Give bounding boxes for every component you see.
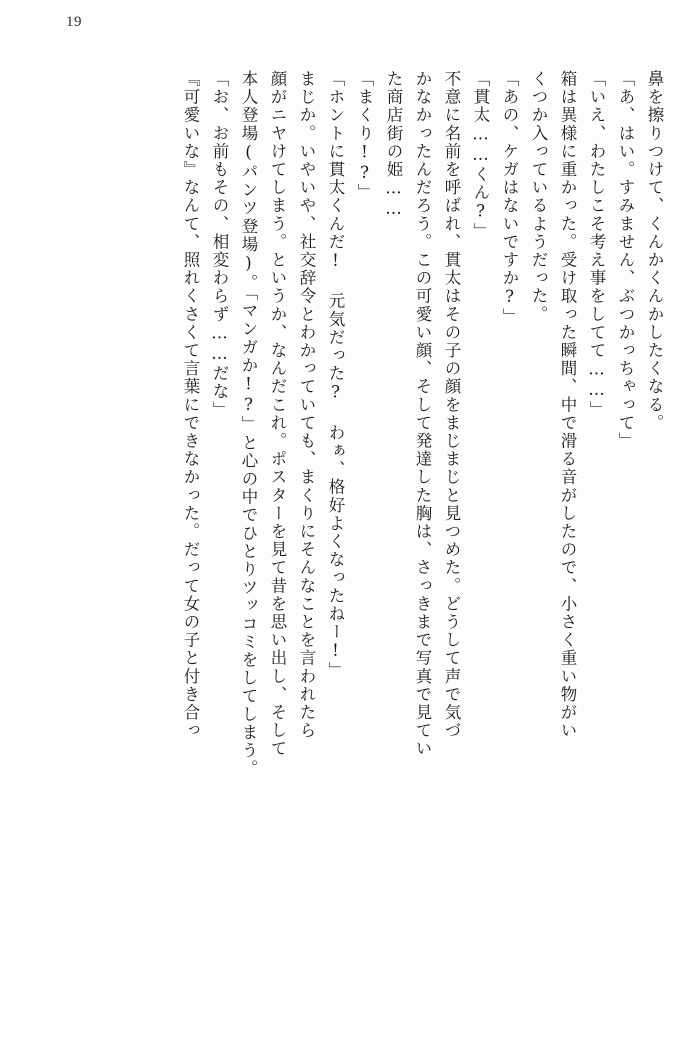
- text-line: まじか。いやいや、社交辞令とわかっていても、まくりにそんなことを言われたら: [297, 70, 316, 740]
- text-line: 「貫太……くん?」: [471, 70, 490, 241]
- text-line: 「あ、はい。すみません、ぶつかっちゃって」: [616, 70, 635, 451]
- text-line: た商店街の姫……: [384, 70, 403, 220]
- text-line: かなかったんだろう。この可愛い顔、そして発達した胸は、さっきまで写真で見てい: [413, 70, 432, 758]
- text-line: 「お、お前もその、相変わらず……だな」: [210, 70, 229, 419]
- text-line: 『可愛いな』なんて、照れくさくて言葉にできなかった。だって女の子と付き合っ: [181, 70, 200, 740]
- text-line: 箱は異様に重かった。受け取った瞬間、中で滑る音がしたので、小さく重い物がい: [558, 70, 577, 740]
- vertical-text-body: [32, 70, 662, 1020]
- page-number: 19: [66, 14, 82, 30]
- text-line: 鼻を擦りつけて、くんかくんかしたくなる。: [645, 70, 664, 432]
- text-line: 「いえ、わたしこそ考え事をしてて……」: [587, 70, 606, 419]
- text-line: 不意に名前を呼ばれ、貫太はその子の顔をまじまじと見つめた。どうして声で気づ: [442, 70, 461, 740]
- text-line: 「ホントに貫太くんだ! 元気だった? わぁ、格好よくなったねー!」: [326, 70, 345, 680]
- text-line: 顔がニヤけてしまう。というか、なんだこれ。ポスターを見て昔を思い出し、そして: [268, 70, 287, 758]
- text-line: 「まくり!?」: [355, 70, 374, 202]
- text-line: 本人登場(パンツ登場)。「マンガか!?」と心の中でひとりツッコミをしてしまう。: [239, 70, 258, 778]
- text-line: 「あの、ケガはないですか?」: [500, 70, 519, 326]
- text-line: くつか入っているようだった。: [529, 70, 548, 324]
